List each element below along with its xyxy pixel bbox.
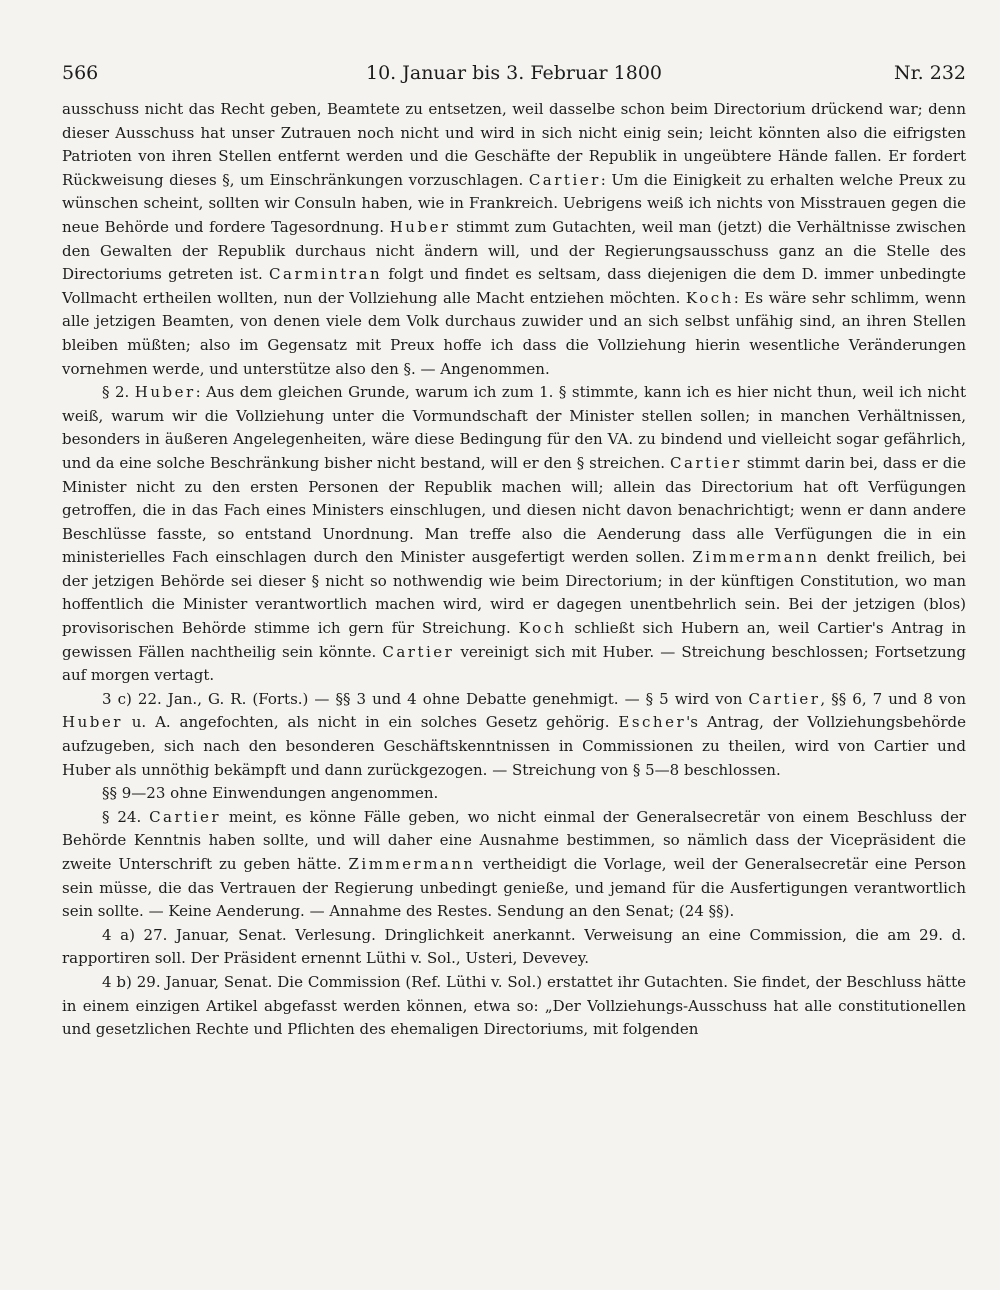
text-run: § 2. xyxy=(102,383,135,402)
speaker-name: Huber xyxy=(389,217,451,236)
text-run: : Es wäre sehr schlimm, wenn alle jetzigen Beamten, von denen viele dem Volk durchaus zuwider und an sich selbst unfähig sind, an ihren Stellen bleiben müßten; also im Gegensatz mit Preux hoffe ich dass die Vollziehung hierin wesentliche Veränderungen vornehmen werde, und unterstütze also den §. — Angenommen. xyxy=(62,288,967,378)
speaker-name: Carmintran xyxy=(269,265,383,284)
text-run: 4 b) 29. Januar, Senat. Die Commission (Ref. Lüthi v. Sol.) erstattet ihr Gutachten. Sie findet, der Beschluss hätte in einem einzigen Artikel abgefasst werden können, etwa so: „Der Vollziehungs-Ausschuss hat alle constitutionellen und gesetzlichen Rechte und Pflichten des ehemaligen Directoriums, mit folgenden xyxy=(62,972,966,1039)
text-run: denkt freilich, bei der jetzigen Behörde sei dieser § nicht so nothwendig wie beim Directorium; in der künftigen Constitution, wo man hoffentlich die Minister verantwortlich machen wird, wird er dagegen unentbehrlich sein. Bei der jetzigen (blos) provisorischen Behörde stimme ich gern für Streichung. xyxy=(62,548,966,638)
text-run: vereinigt sich mit Huber. — Streichung beschlossen; Fortsetzung auf morgen vertagt. xyxy=(62,642,966,685)
text-run: stimmt zum Gutachten, weil man (jetzt) die Verhältnisse zwischen den Gewalten der Republik durchaus nicht ändern will, und der Regierungsausschuss ganz an die Stelle des Directoriums getreten ist. xyxy=(62,217,966,284)
text-run: §§ 9—23 ohne Einwendungen angenommen. xyxy=(102,784,439,803)
text-run: 3 c) 22. Jan., G. R. (Forts.) — §§ 3 und 4 ohne Debatte genehmigt. — § 5 wird von xyxy=(102,689,749,708)
text-run: ausschuss nicht das Recht geben, Beamtete zu entsetzen, weil dasselbe schon beim Directorium drückend war; denn dieser Ausschuss hat unser Zutrauen noch nicht und wird in sich nicht einig sein; leicht könnten also die eifrigsten Patrioten von ihren Stellen entfernt werden und die Geschäfte der Republik in ungeübtere Hände fallen. Er fordert Rückweisung dieses §, um Einschränkungen vorzuschlagen. xyxy=(62,100,966,189)
page-number: 566 xyxy=(62,62,99,84)
text-run: 's Antrag, der Vollziehungsbehörde aufzugeben, sich nach den besonderen Geschäftskenntnissen in Commissionen zu theilen, wird von Cartier und Huber als unnöthig bekämpft und dann zurückgezogen. — Streichung von § 5—8 beschlossen. xyxy=(62,713,966,779)
speaker-name: Huber xyxy=(134,383,196,402)
speaker-name: Cartier xyxy=(670,453,742,472)
speaker-name: Cartier xyxy=(382,642,455,661)
text-run: 4 a) 27. Januar, Senat. Verlesung. Dringlichkeit anerkannt. Verweisung an eine Commission, die am 29. d. rapportiren soll. Der Präsident ernennt Lüthi v. Sol., Usteri, Devevey. xyxy=(62,925,966,968)
body-text xyxy=(62,98,966,1042)
text-run: stimmt darin bei, dass er die Minister nicht zu den ersten Personen der Republik machen will; allein das Directorium hat oft Verfügungen getroffen, die in das Fach eines Ministers einschlugen, und diesen nicht davon benachrichtigt; wenn er dann andere Beschlüsse fasste, so entstand Unordnung. Man treffe also die Aenderung dass alle Verfügungen die in ein ministerielles Fach einschlagen durch den Minister ausgefertigt werden sollen. xyxy=(62,453,966,567)
paragraph xyxy=(62,806,966,924)
text-run: meint, es könne Fälle geben, wo nicht einmal der Generalsecretär von einem Beschluss der Behörde Kenntnis haben sollte, und will daher eine Ausnahme bestimmen, so nämlich dass der Vicepräsident die zweite Unterschrift zu geben hätte. xyxy=(62,807,966,873)
paragraph xyxy=(62,924,966,971)
document-number: Nr. 232 xyxy=(894,62,966,84)
text-run: : Um die Einigkeit zu erhalten welche Preux zu wünschen scheint, sollten wir Consuln haben, wie in Frankreich. Uebrigens weiß ich nichts von Misstrauen gegen die neue Behörde und fordere Tagesordnung. xyxy=(62,170,966,236)
text-run: vertheidigt die Vorlage, weil der Generalsecretär eine Person sein müsse, die das Vertrauen der Regierung unbedingt genieße, und jemand für die Ausfertigungen verantwortlich sein sollte. — Keine Aenderung. — Annahme des Restes. Sendung an den Senat; (24 §§). xyxy=(62,855,966,921)
paragraph xyxy=(62,782,966,806)
speaker-name: Cartier xyxy=(748,689,821,708)
speaker-name: Cartier xyxy=(528,170,601,189)
paragraph xyxy=(62,98,966,381)
running-title: 10. Januar bis 3. Februar 1800 xyxy=(366,62,662,84)
speaker-name: Zimmermann xyxy=(348,855,476,873)
speaker-name: Koch xyxy=(518,619,567,638)
speaker-name: Zimmermann xyxy=(692,548,820,567)
paragraph xyxy=(62,381,966,688)
text-run: schließt sich Hubern an, weil Cartier's Antrag in gewissen Fällen nachtheilig sein könnte. xyxy=(62,619,966,661)
text-run: § 24. xyxy=(102,807,150,826)
page-header xyxy=(62,58,966,98)
paragraph xyxy=(62,971,966,1042)
paragraph xyxy=(62,688,966,782)
text-run: u. A. angefochten, als nicht in ein solches Gesetz gehörig. xyxy=(122,713,619,732)
text-run: folgt und findet es seltsam, dass diejenigen die dem D. immer unbedingte Vollmacht ertheilen wollten, nun der Vollziehung alle Macht entziehen möchten. xyxy=(62,265,966,307)
text-run: , §§ 6, 7 und 8 von xyxy=(820,689,966,708)
speaker-name: Huber xyxy=(62,713,123,732)
speaker-name: Koch xyxy=(685,288,734,307)
text-run: : Aus dem gleichen Grunde, warum ich zum 1. § stimmte, kann ich es hier nicht thun, weil ich nicht weiß, warum wir die Vollziehung unter die Vormundschaft der Minister stellen sollen; in manchen Verhältnissen, besonders in äußeren Angelegenheiten, wäre diese Bedingung für den VA. zu bindend und vielleicht sogar gefährlich, und da eine solche Beschränkung bisher nicht bestand, will er den § streichen. xyxy=(62,383,966,472)
speaker-name: Cartier xyxy=(149,807,222,826)
speaker-name: Escher xyxy=(618,713,687,732)
